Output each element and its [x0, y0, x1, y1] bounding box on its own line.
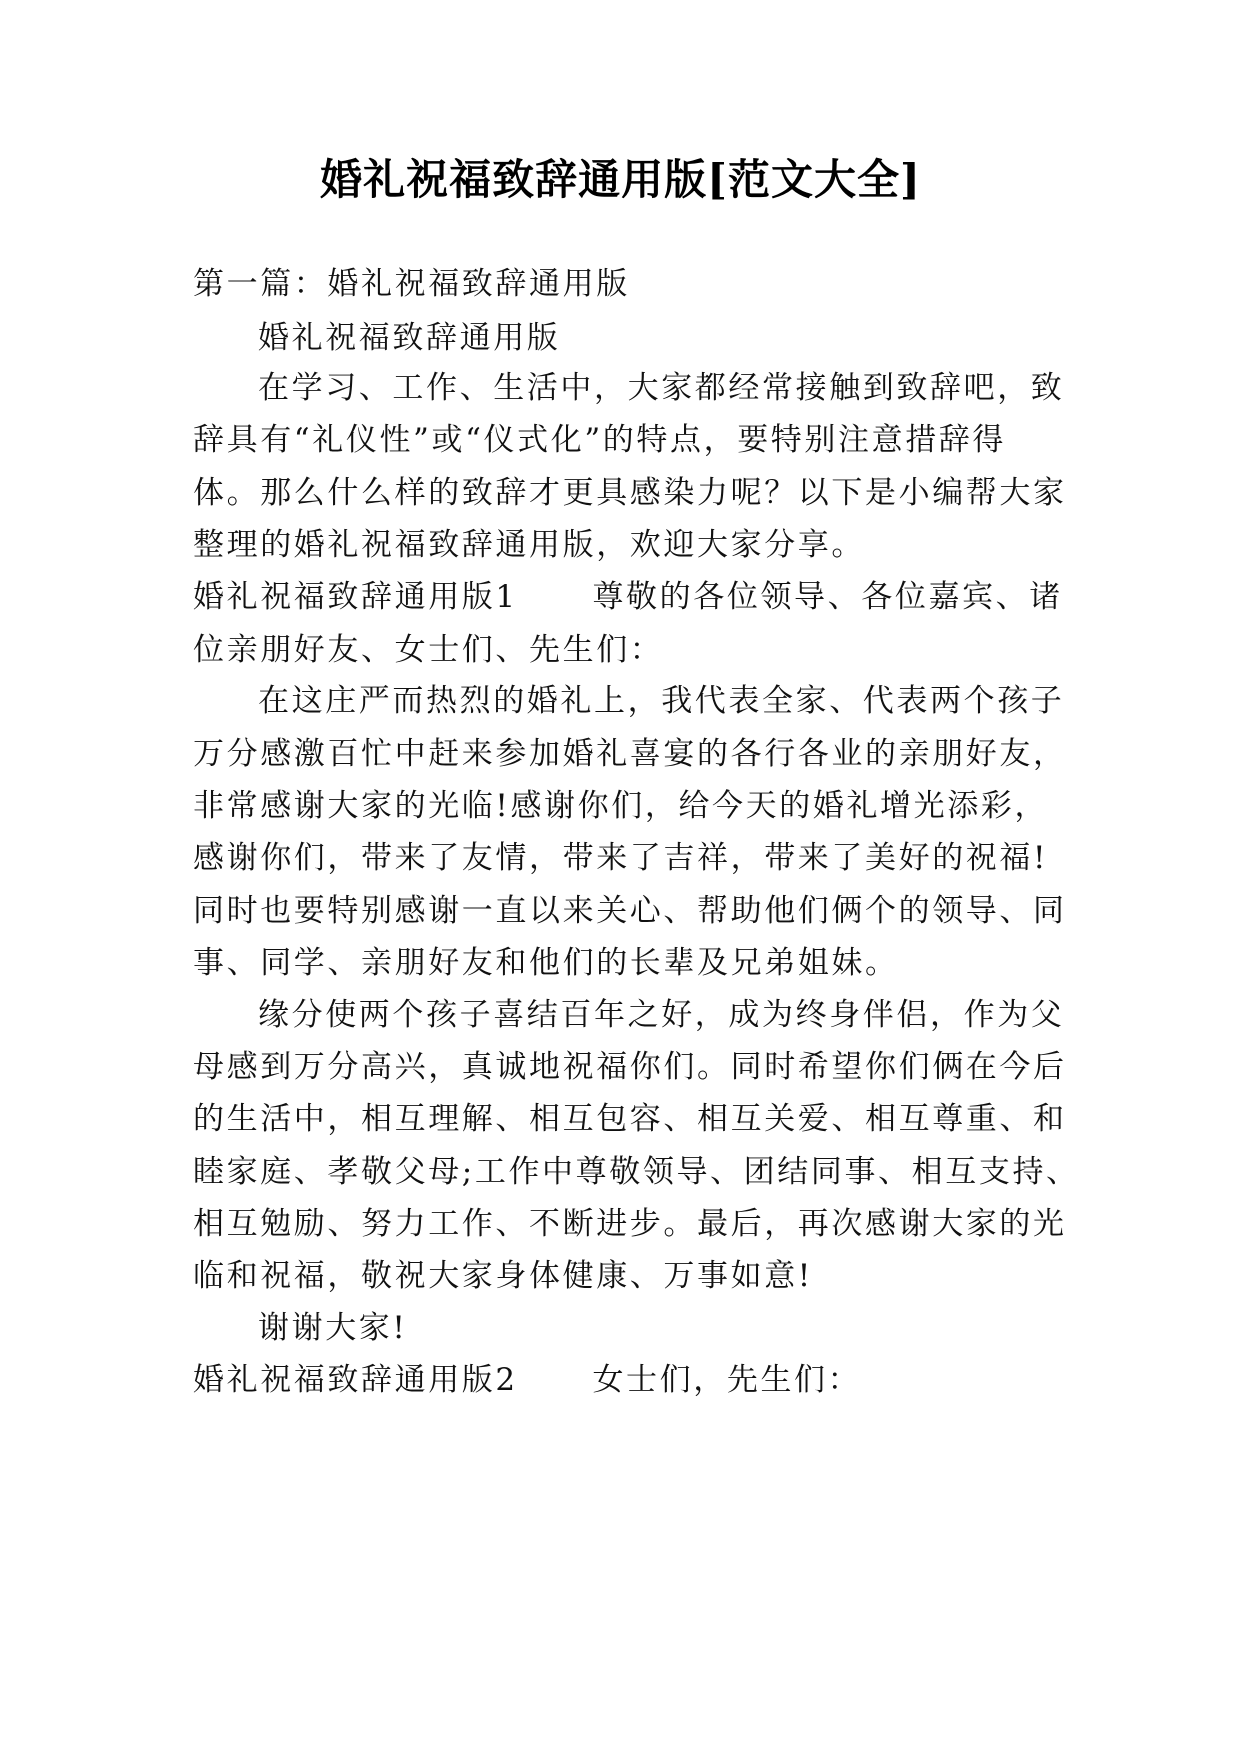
paragraph-line: 临和祝福，敬祝大家身体健康、万事如意! [193, 1258, 813, 1294]
paragraph-line: 同时也要特别感谢一直以来关心、帮助他们俩个的领导、同 [193, 893, 1067, 929]
paragraph-line: 睦家庭、孝敬父母;工作中尊敬领导、团结同事、相互支持、 [193, 1154, 1080, 1190]
page-title: 婚礼祝福致辞通用版[范文大全] [320, 155, 921, 204]
section-heading: 第一篇：婚礼祝福致辞通用版 [193, 266, 630, 302]
speech-heading: 婚礼祝福致辞通用版1 尊敬的各位领导、各位嘉宾、诸 [193, 579, 1063, 615]
speech-heading: 婚礼祝福致辞通用版2 女士们，先生们： [193, 1362, 862, 1398]
paragraph-line: 的生活中，相互理解、相互包容、相互关爱、相互尊重、和 [193, 1101, 1067, 1137]
paragraph-line: 母感到万分高兴，真诚地祝福你们。同时希望你们俩在今后 [193, 1049, 1067, 1085]
paragraph-line: 在学习、工作、生活中，大家都经常接触到致辞吧，致 [258, 370, 1065, 406]
paragraph-line: 整理的婚礼祝福致辞通用版，欢迎大家分享。 [193, 527, 865, 563]
paragraph-line: 非常感谢大家的光临!感谢你们，给今天的婚礼增光添彩， [193, 788, 1049, 824]
paragraph-line: 感谢你们，带来了友情，带来了吉祥，带来了美好的祝福! [193, 840, 1049, 876]
paragraph-line: 事、同学、亲朋好友和他们的长辈及兄弟姐妹。 [193, 945, 899, 981]
paragraph-line: 万分感激百忙中赶来参加婚礼喜宴的各行各业的亲朋好友， [193, 736, 1067, 772]
paragraph-line: 在这庄严而热烈的婚礼上，我代表全家、代表两个孩子 [258, 683, 1065, 719]
subtitle: 婚礼祝福致辞通用版 [258, 320, 561, 356]
paragraph-line: 体。那么什么样的致辞才更具感染力呢？以下是小编帮大家 [193, 475, 1067, 511]
paragraph-line: 谢谢大家! [258, 1310, 408, 1346]
paragraph-line: 缘分使两个孩子喜结百年之好，成为终身伴侣，作为父 [258, 997, 1065, 1033]
paragraph-line: 相互勉励、努力工作、不断进步。最后，再次感谢大家的光 [193, 1206, 1067, 1242]
paragraph-line: 位亲朋好友、女士们、先生们： [193, 632, 664, 668]
paragraph-line: 辞具有“礼仪性”或“仪式化”的特点，要特别注意措辞得 [193, 422, 1006, 458]
